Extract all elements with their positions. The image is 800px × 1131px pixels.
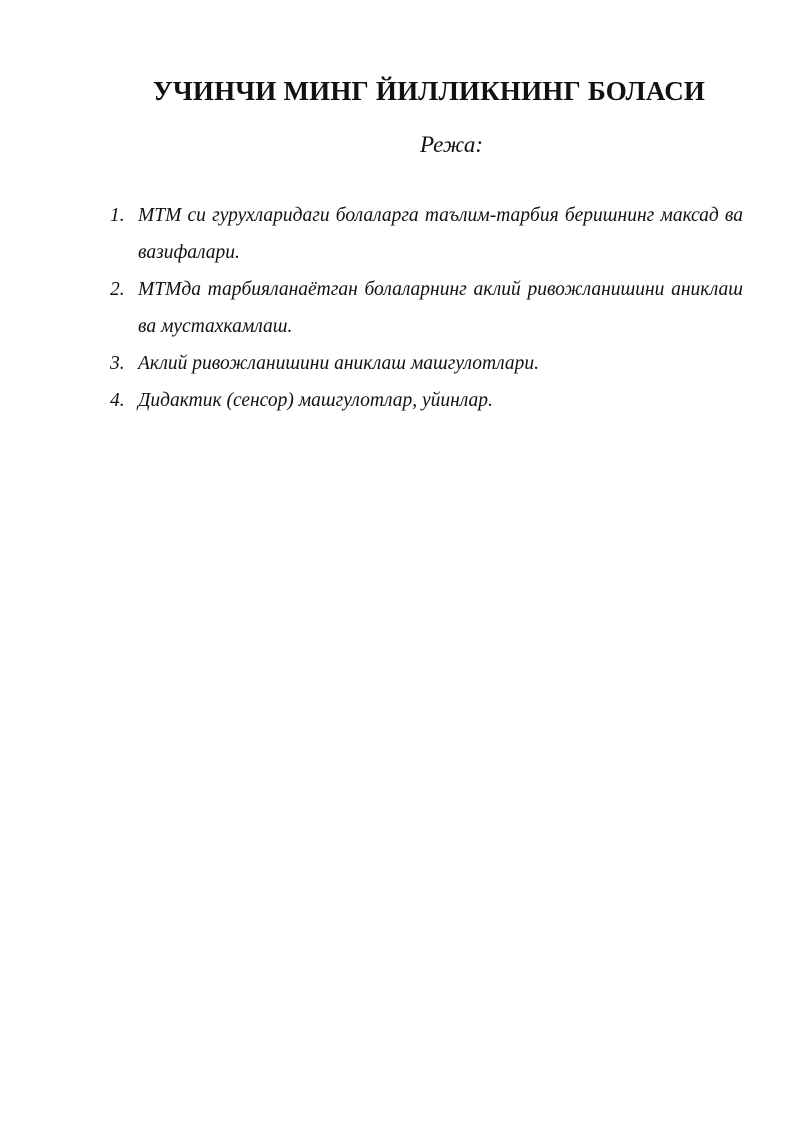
plan-item-number: 1. [110,205,125,226]
plan-item-text: Дидактик (сенсор) машгулотлар, уйинлар. [138,390,493,411]
plan-item-text: МТМ си гурухларидаги болаларга таълим-тарбия беришнинг максад ва вазифалари. [138,205,743,263]
plan-item-number: 4. [110,390,125,411]
document-title: УЧИНЧИ МИНГ ЙИЛЛИКНИНГ БОЛАСИ [152,76,706,106]
plan-item-text: Аклий ривожланишини аниклаш машгулотлари. [138,353,539,374]
plan-item-1 [110,197,743,271]
plan-item-text: МТМда тарбияланаётган болаларнинг аклий ривожланишини аниклаш ва мустахкамлаш. [138,279,743,337]
plan-list [110,197,743,419]
plan-item-2 [110,271,743,345]
plan-item-4 [110,382,743,419]
plan-item-number: 3. [110,353,125,374]
plan-heading: Режа: [419,132,484,157]
plan-item-3 [110,345,743,382]
plan-item-number: 2. [110,279,125,300]
